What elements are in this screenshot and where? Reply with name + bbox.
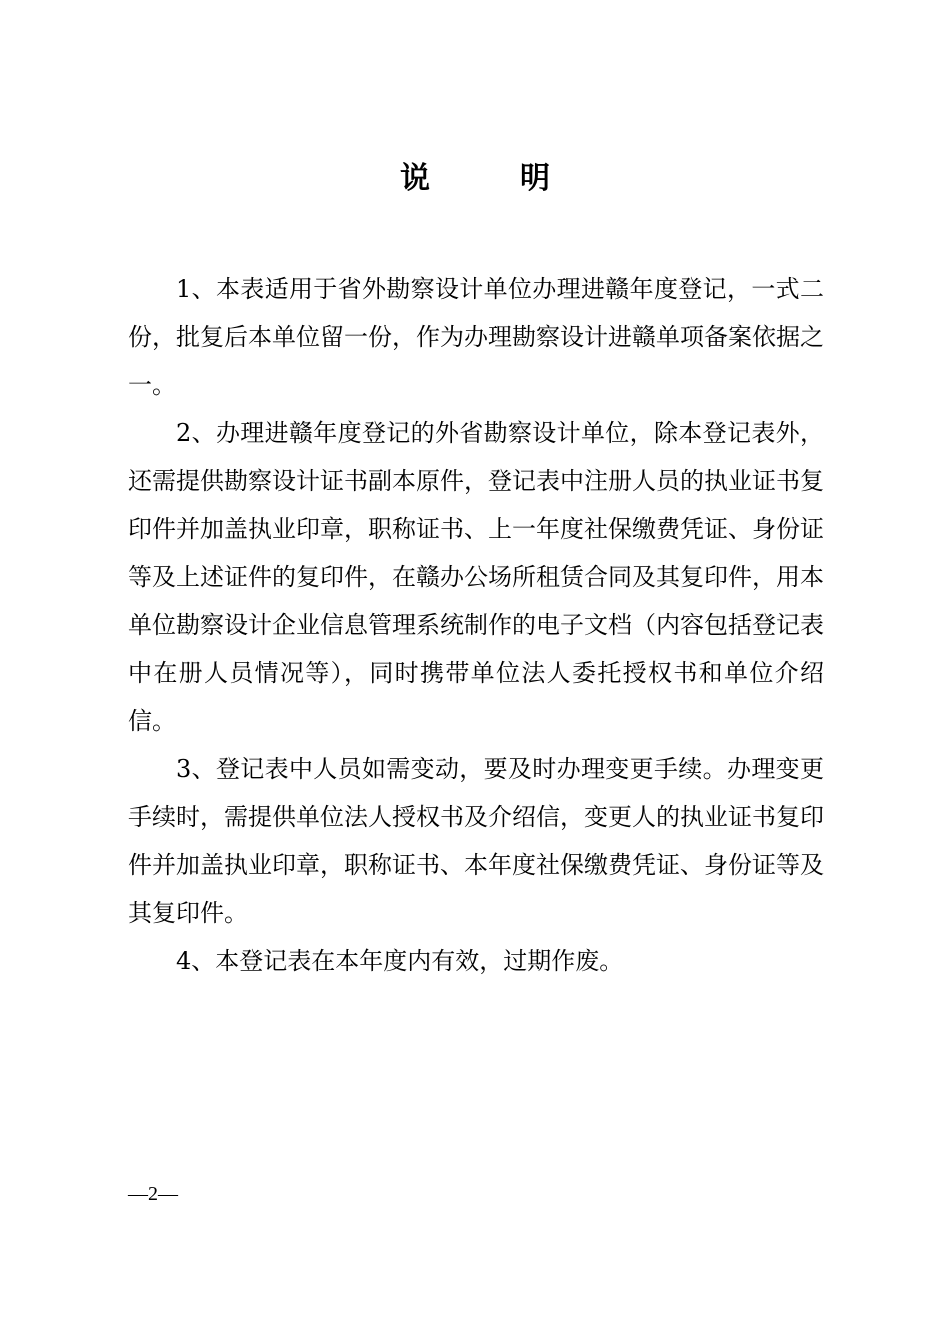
page-number: —2— (128, 1183, 178, 1205)
page-title: 说 明 (400, 161, 550, 196)
instruction-paragraph-3: 3、登记表中人员如需变动，要及时办理变更手续。办理变更手续时，需提供单位法人授权书及介绍信，变更人的执业证书复印件并加盖执业印章，职称证书、本年度社保缴费凭证、身份证等及其复印件。 (128, 755, 824, 927)
instruction-paragraph-2: 2、办理进赣年度登记的外省勘察设计单位，除本登记表外，还需提供勘察设计证书副本原件，登记表中注册人员的执业证书复印件并加盖执业印章，职称证书、上一年度社保缴费凭证、身份证等及上述证件的复印件，在赣办公场所租赁合同及其复印件，用本单位勘察设计企业信息管理系统制作的电子文档（内容包括登记表中在册人员情况等），同时携带单位法人委托授权书和单位介绍信。 (128, 419, 824, 735)
instruction-paragraph-1: 1、本表适用于省外勘察设计单位办理进赣年度登记，一式二份，批复后本单位留一份，作为办理勘察设计进赣单项备案依据之一。 (128, 275, 824, 399)
instructions-body (128, 265, 824, 985)
instruction-paragraph-4: 4、本登记表在本年度内有效，过期作废。 (176, 947, 624, 975)
